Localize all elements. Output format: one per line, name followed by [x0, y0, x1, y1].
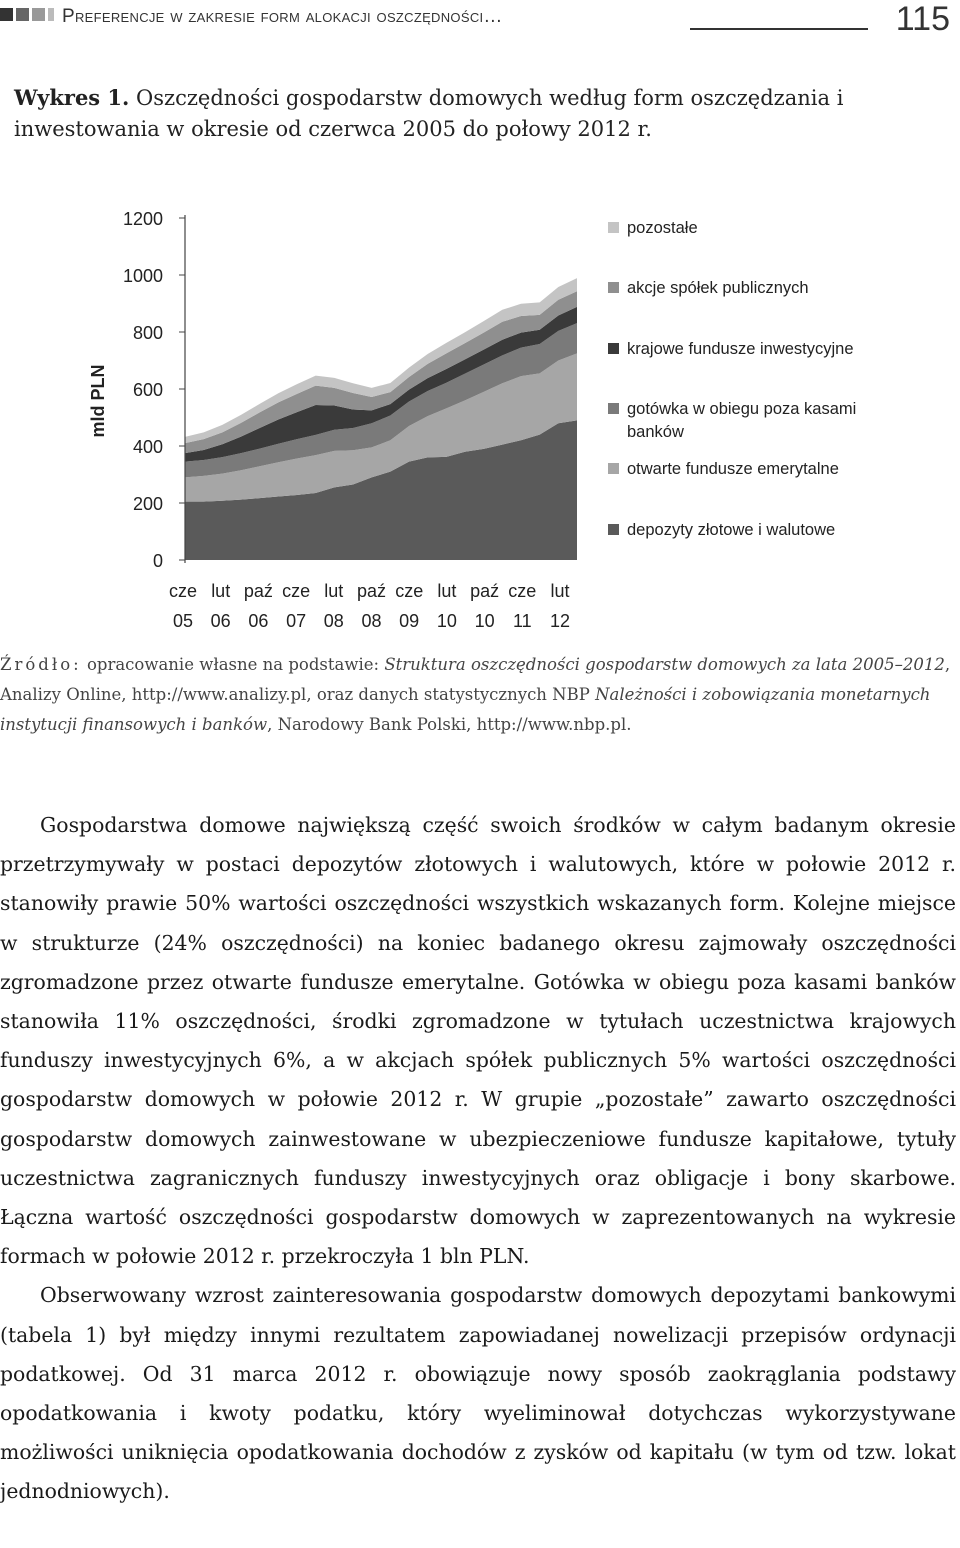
x-tick-label-month: paź: [356, 581, 387, 601]
source-text-3: , Narodowy Bank Polski, http://www.nbp.pl.: [267, 715, 632, 734]
source-lead: Źródło:: [0, 655, 82, 674]
running-header: [0, 0, 960, 44]
legend-swatch: [608, 282, 619, 293]
x-tick-label-month: cze: [168, 581, 198, 601]
y-tick-label: 800: [132, 323, 163, 343]
source-note: [0, 650, 956, 740]
x-tick-label-year: 07: [286, 611, 307, 631]
x-tick-label-month: paź: [243, 581, 273, 601]
source-title-2: Należności i zobowiązania monetarnych instytucji finansowych i banków: [0, 685, 931, 734]
header-square-icon: [48, 8, 54, 21]
y-tick-label: 0: [152, 551, 163, 571]
legend-label: otwarte fundusze emerytalne: [627, 460, 839, 478]
header-square-icon: [32, 8, 45, 21]
stacked-area-chart: [0, 195, 960, 640]
source-text-2: , Analizy Online, http://www.analizy.pl, oraz danych statystycznych NBP: [0, 655, 951, 704]
x-axis-ticks: [169, 581, 570, 631]
x-tick-label-year: 08: [361, 611, 382, 631]
figure-label: Wykres 1.: [14, 85, 130, 110]
x-tick-label-year: 10: [474, 611, 495, 631]
legend-swatch: [608, 403, 619, 414]
y-axis-ticks: [123, 209, 185, 571]
x-tick-label-month: cze: [282, 581, 311, 601]
x-tick-label-year: 12: [549, 611, 571, 631]
x-tick-label-month: lut: [437, 581, 457, 601]
header-square-icon: [16, 8, 29, 21]
x-tick-label-year: 09: [399, 611, 420, 631]
paragraph: Gospodarstwa domowe największą część swoich środków w całym badanym okresie przetrzymywały w postaci depozytów złotowych i walutowych, które w połowie 2012 r. stanowiły prawie 50% wartości oszczędności wszystkich wskazanych form. Kolejne miejsce w strukturze (24% oszczędności) na koniec badanego okresu zajmowały oszczędności zgromadzone przez otwarte fundusze emerytalne. Gotówka w obiegu poza kasami banków stanowiła 11% oszczędności, środki zgromadzone w tytułach uczestnictwa krajowych funduszy inwestycyjnych 6%, a w akcjach spółek publicznych 5% wartości oszczędności gospodarstw domowych w połowie 2012 r. W grupie „pozostałe” zawarto oszczędności gospodarstw domowych zainwestowane w ubezpieczeniowe fundusze kapitałowe, tytuły uczestnictwa zagranicznych funduszy inwestycyjnych oraz obligacje i bony skarbowe. Łączna wartość oszczędności gospodarstw domowych w zaprezentowanych na wykresie formach w połowie 2012 r. przekroczyła 1 bln PLN.: [0, 813, 956, 1269]
x-tick-label-month: cze: [508, 581, 537, 601]
source-text-1: opracowanie własne na podstawie:: [81, 655, 385, 674]
header-rule: [690, 28, 868, 30]
legend-label: pozostałe: [627, 219, 698, 237]
y-tick-label: 1200: [122, 209, 163, 229]
x-tick-label-month: lut: [550, 581, 570, 601]
figure-caption: [14, 82, 954, 145]
x-tick-label-year: 05: [172, 611, 194, 631]
legend-swatch: [608, 524, 619, 535]
x-tick-label-year: 06: [210, 611, 231, 631]
x-tick-label-year: 08: [323, 611, 344, 631]
x-tick-label-year: 06: [248, 611, 269, 631]
figure-caption-text: Oszczędności gospodarstw domowych według form oszczędzania i inwestowania w okresie od czerwca 2005 do połowy 2012 r.: [14, 86, 844, 141]
legend-label: gotówka w obiegu poza kasami banków: [627, 400, 857, 441]
x-tick-label-month: lut: [211, 581, 231, 601]
y-tick-label: 200: [132, 494, 163, 514]
running-title: Preferencje w zakresie form alokacji oszczędności…: [62, 6, 503, 27]
legend-label: krajowe fundusze inwestycyjne: [627, 340, 854, 358]
legend-label: akcje spółek publicznych: [627, 279, 809, 297]
legend-swatch: [608, 343, 619, 354]
page-number: 115: [895, 0, 950, 38]
chart-areas: [185, 278, 577, 560]
x-tick-label-month: lut: [324, 581, 344, 601]
y-axis-label: mld PLN: [88, 364, 108, 438]
y-tick-label: 1000: [122, 266, 163, 286]
legend-swatch: [608, 463, 619, 474]
y-tick-label: 400: [132, 437, 163, 457]
header-square-icon: [0, 8, 13, 21]
y-tick-label: 600: [132, 380, 163, 400]
chart-legend: [608, 219, 856, 539]
body-text: [0, 806, 956, 1512]
paragraph: Obserwowany wzrost zainteresowania gospodarstw domowych depozytami bankowymi (tabela 1) był między innymi rezultatem zapowiadanej nowelizacji przepisów ordynacji podatkowej. Od 31 marca 2012 r. obowiązuje nowy sposób zaokrąglania podstawy opodatkowania i kwoty podatku, który wyeliminował dotychczas wykorzystywane możliwości uniknięcia opodatkowania dochodów z zysków od kapitału (w tym od tzw. lokat jednodniowych).: [0, 1283, 956, 1504]
x-tick-label-year: 10: [436, 611, 457, 631]
x-tick-label-month: paź: [470, 581, 500, 601]
legend-label: depozyty złotowe i walutowe: [627, 521, 836, 539]
legend-swatch: [608, 222, 619, 233]
x-tick-label-year: 11: [512, 611, 532, 631]
source-title-1: Struktura oszczędności gospodarstw domowych za lata 2005–2012: [384, 655, 945, 674]
x-tick-label-month: cze: [395, 581, 424, 601]
